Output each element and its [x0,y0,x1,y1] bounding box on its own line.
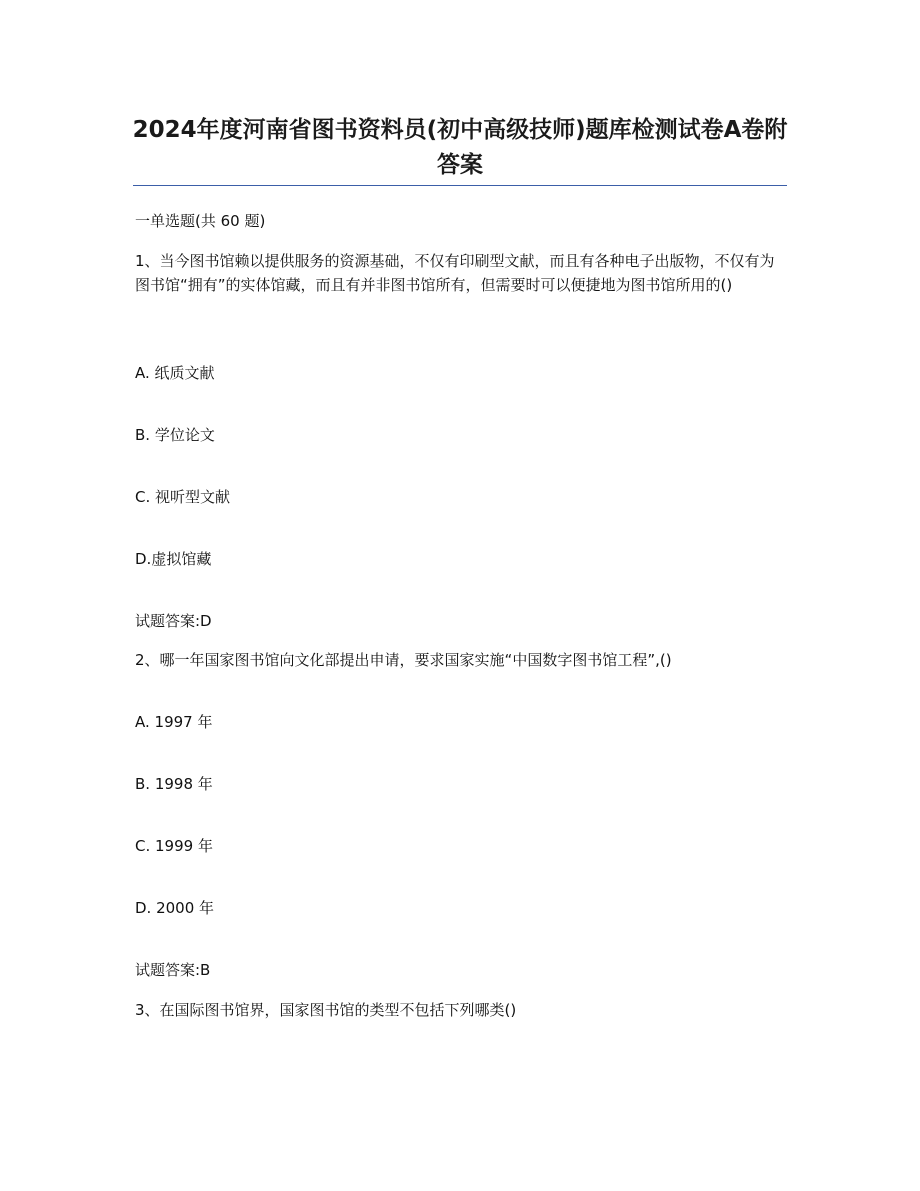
question-1-stem: 1、当今图书馆赖以提供服务的资源基础，不仅有印刷型文献，而且有各种电子出版物，不仅有为图书馆“拥有”的实体馆藏，而且有并非图书馆所有，但需要时可以便捷地为图书馆所用的() [135,252,775,294]
question-2-answer: 试题答案:B [135,961,211,979]
question-2-option-a: A. 1997 年 [135,713,213,731]
title-divider [133,185,787,186]
question-1-option-d: D.虚拟馆藏 [135,550,212,568]
question-2-option-d: D. 2000 年 [135,899,215,917]
section-heading: 一单选题(共 60 题) [135,212,266,230]
question-1-option-a: A. 纸质文献 [135,364,215,382]
question-3-stem: 3、在国际图书馆界，国家图书馆的类型不包括下列哪类() [135,1001,517,1019]
question-1-option-c: C. 视听型文献 [135,488,231,506]
question-1-option-b: B. 学位论文 [135,426,215,444]
question-1-answer: 试题答案:D [135,612,212,630]
question-2-option-c: C. 1999 年 [135,837,213,855]
question-2-stem: 2、哪一年国家图书馆向文化部提出申请，要求国家实施“中国数字图书馆工程”,() [135,651,672,669]
question-2-option-b: B. 1998 年 [135,775,213,793]
document-title: 2024年度河南省图书资料员(初中高级技师)题库检测试卷A卷附答案 [132,117,788,178]
